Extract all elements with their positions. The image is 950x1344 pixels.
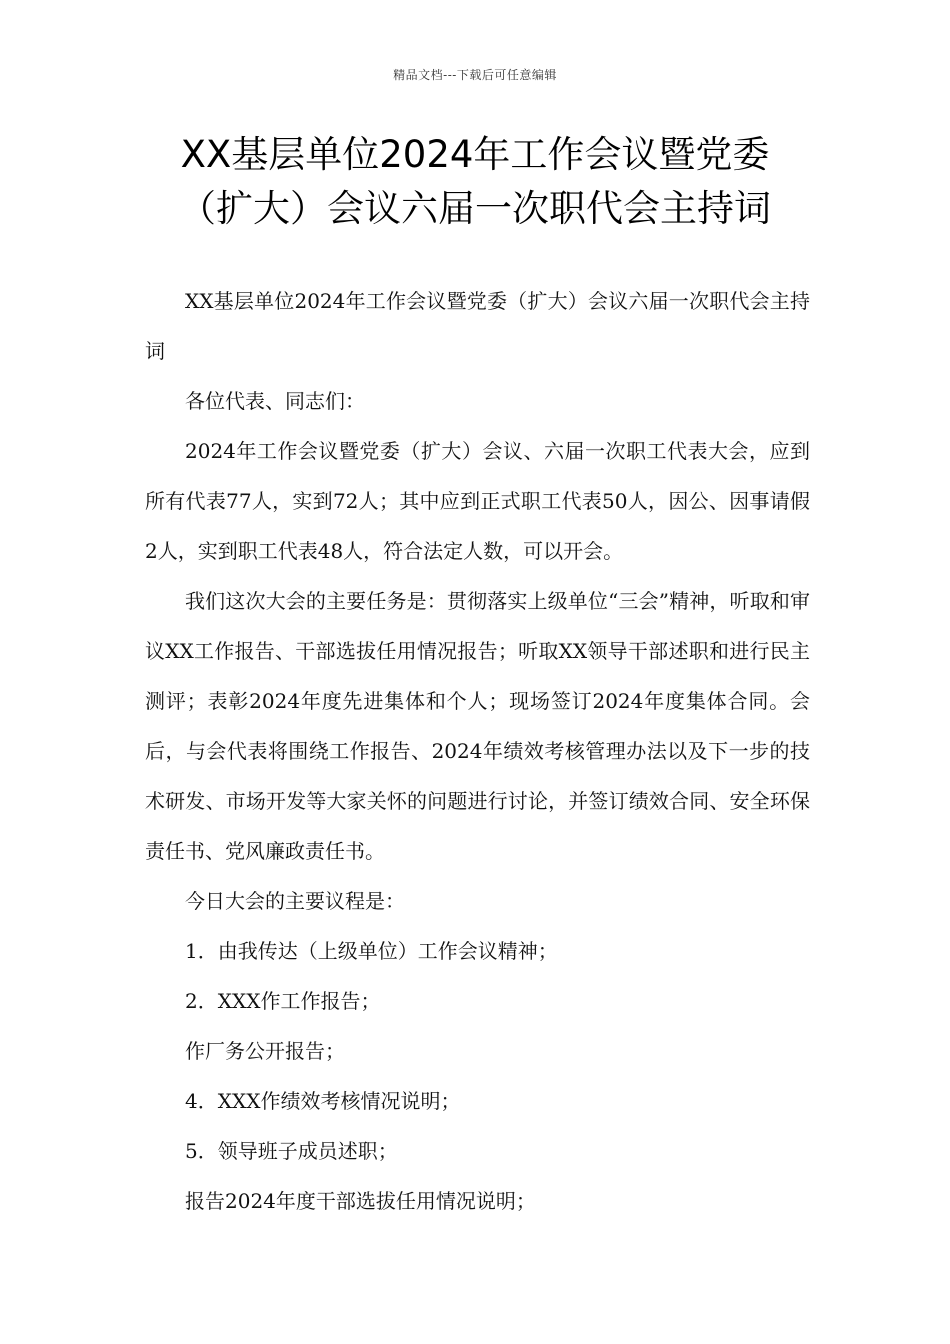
agenda-item-2: 2．XXX作工作报告； [185,989,381,1013]
agenda-item-6: 报告2024年度干部选拔任用情况说明； [185,1189,536,1213]
title-line-1: XX基层单位2024年工作会议暨党委 [180,133,770,176]
agenda-item-5: 5．领导班子成员述职； [185,1139,398,1163]
paragraph-greeting: 各位代表、同志们： [185,389,365,413]
agenda-item-3: 作厂务公开报告； [185,1039,345,1063]
paragraph-main-tasks: 我们这次大会的主要任务是：贯彻落实上级单位“三会”精神，听取和审议XX工作报告、干部选拔任用情况报告；听取XX领导干部述职和进行民主测评；表彰2024年度先进集体和个人；现场签订2024年度集体合同。会后，与会代表将围绕工作报告、2024年绩效考核管理办法以及下一步的技术研发、市场开发等大家关怀的问题进行讨论，并签订绩效合同、安全环保责任书、党风廉政责任书。 [145,589,810,863]
agenda-item-4: 4．XXX作绩效考核情况说明； [185,1089,461,1113]
paragraph-document-name: XX基层单位2024年工作会议暨党委（扩大）会议六届一次职代会主持词 [145,289,810,363]
title-line-2: （扩大）会议六届一次职代会主持词 [179,187,771,230]
document-title [100,128,850,236]
paragraph-attendance: 2024年工作会议暨党委（扩大）会议、六届一次职工代表大会，应到所有代表77人，实到72人；其中应到正式职工代表50人，因公、因事请假2人，实到职工代表48人，符合法定人数，可以开会。 [145,439,810,563]
paragraph-agenda-intro: 今日大会的主要议程是： [185,889,405,913]
document-body [145,276,810,1226]
agenda-item-1: 1．由我传达（上级单位）工作会议精神； [185,939,558,963]
header-note: 精品文档---下载后可任意编辑 [393,68,557,82]
